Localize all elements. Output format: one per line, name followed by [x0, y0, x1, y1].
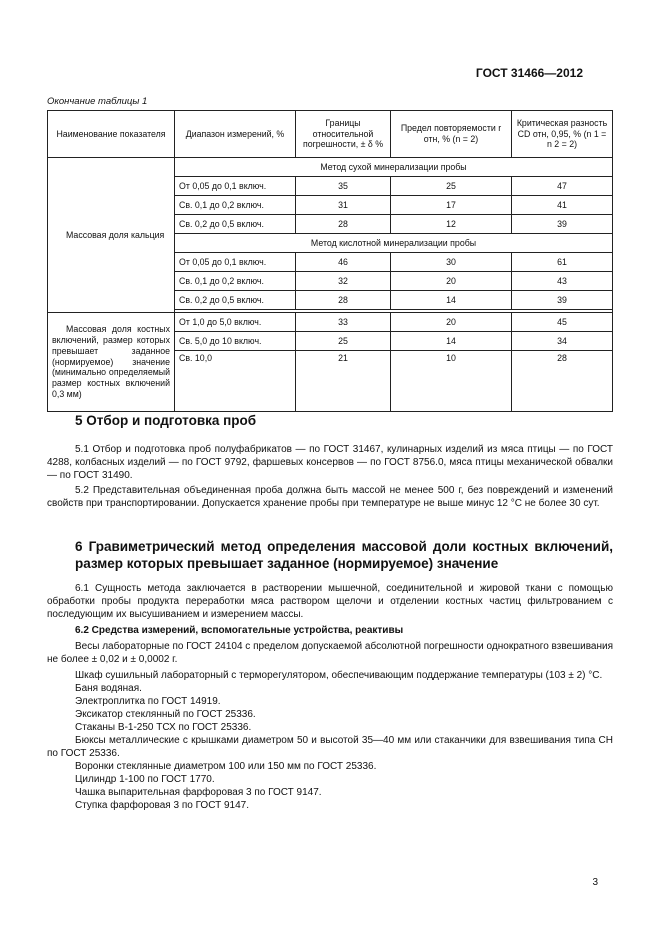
header-name: Наименование показателя: [48, 111, 175, 158]
cell-critical: 28: [512, 351, 613, 412]
cell-repeatability: 20: [391, 313, 512, 332]
cell-repeatability: 30: [391, 253, 512, 272]
cell-critical: 61: [512, 253, 613, 272]
equipment-item: Баня водяная.: [75, 683, 142, 694]
cell-repeatability: 12: [391, 215, 512, 234]
equipment-item: Весы лабораторные по ГОСТ 24104 с пределом допускаемой абсолютной погрешности однократного взвешивания не более ± 0,02 и ± 0,0002 г.: [47, 641, 613, 665]
header-accuracy: Границы относительной погрешности, ± δ %: [296, 111, 391, 158]
header-range: Диапазон измерений, %: [175, 111, 296, 158]
cell-repeatability: 17: [391, 196, 512, 215]
method-dry: Метод сухой минерализации пробы: [175, 158, 613, 177]
header-repeatability: Предел повторяемости r отн, % (n = 2): [391, 111, 512, 158]
cell-range: От 1,0 до 5,0 включ.: [175, 313, 296, 332]
cell-accuracy: 21: [296, 351, 391, 412]
indicators-table: [47, 110, 613, 412]
cell-accuracy: 31: [296, 196, 391, 215]
cell-range: Св. 0,1 до 0,2 включ.: [175, 196, 296, 215]
cell-critical: 41: [512, 196, 613, 215]
equipment-item: Стаканы В-1-250 ТСХ по ГОСТ 25336.: [75, 722, 252, 733]
section-6: [47, 538, 613, 812]
equipment-item: Эксикатор стеклянный по ГОСТ 25336.: [75, 709, 256, 720]
cell-range: От 0,05 до 0,1 включ.: [175, 177, 296, 196]
method-acid: Метод кислотной минерализации пробы: [175, 234, 613, 253]
cell-critical: 45: [512, 313, 613, 332]
cell-range: От 0,05 до 0,1 включ.: [175, 253, 296, 272]
section-5-title: 5 Отбор и подготовка проб: [75, 413, 257, 428]
cell-critical: 39: [512, 291, 613, 310]
cell-range: Св. 0,1 до 0,2 включ.: [175, 272, 296, 291]
cell-critical: 43: [512, 272, 613, 291]
cell-repeatability: 14: [391, 291, 512, 310]
table-row: [48, 158, 613, 177]
cell-range: Св. 0,2 до 0,5 включ.: [175, 291, 296, 310]
subsection-6-2-title: 6.2 Средства измерений, вспомогательные устройства, реактивы: [75, 625, 404, 636]
group-name-bone: Массовая доля костных включений, размер которых превышает заданное (нормируемое) значение (минимально определяемый размер костных включений 0,3 мм): [48, 313, 175, 412]
paragraph-5-1: 5.1 Отбор и подготовка проб полуфабрикатов — по ГОСТ 31467, кулинарных изделий из мяса птицы — по ГОСТ 4288, колбасных изделий — по ГОСТ 9792, фаршевых консервов — по ГОСТ 8756.0, мяса птицы механической обвалки — по ГОСТ 31490.: [47, 444, 613, 481]
cell-critical: 47: [512, 177, 613, 196]
equipment-item: Цилиндр 1-100 по ГОСТ 1770.: [75, 774, 215, 785]
paragraph-6-1: 6.1 Сущность метода заключается в растворении мышечной, соединительной и жировой ткани с помощью обработки пробы продукта переработки мяса раствором щелочи и отделении костных частиц фильтрованием с последующим их высушиванием и измерением массы.: [47, 583, 613, 620]
cell-repeatability: 25: [391, 177, 512, 196]
cell-range: Св. 5,0 до 10 включ.: [175, 332, 296, 351]
cell-critical: 39: [512, 215, 613, 234]
standard-header: ГОСТ 31466—2012: [475, 66, 583, 80]
equipment-item: Ступка фарфоровая 3 по ГОСТ 9147.: [75, 800, 250, 811]
cell-accuracy: 35: [296, 177, 391, 196]
cell-accuracy: 32: [296, 272, 391, 291]
section-6-title: 6 Гравиметрический метод определения массовой доли костных включений, размер которых превышает заданное (нормируемое) значение: [75, 539, 613, 571]
equipment-item: Чашка выпарительная фарфоровая 3 по ГОСТ 9147.: [75, 787, 322, 798]
cell-accuracy: 25: [296, 332, 391, 351]
cell-range: Св. 0,2 до 0,5 включ.: [175, 215, 296, 234]
equipment-item: Бюксы металлические с крышками диаметром 50 и высотой 35—40 мм или стаканчики для взвешивания типа СН по ГОСТ 25336.: [47, 735, 613, 759]
table-row: [48, 313, 613, 332]
equipment-item: Электроплитка по ГОСТ 14919.: [75, 696, 221, 707]
equipment-item: Шкаф сушильный лабораторный с терморегулятором, обеспечивающим поддержание температуры (103 ± 2) °С.: [75, 670, 603, 681]
paragraph-5-2: 5.2 Представительная объединенная проба должна быть массой не менее 500 г, без повреждений и изменений свойств при транспортировании. Допускается хранение пробы при температуре не выше минус 12 °С не более 30 сут.: [47, 485, 613, 509]
table-caption: Окончание таблицы 1: [47, 96, 148, 107]
equipment-item: Воронки стеклянные диаметром 100 или 150 мм по ГОСТ 25336.: [75, 761, 377, 772]
group-name-calcium: Массовая доля кальция: [48, 158, 175, 313]
cell-accuracy: 28: [296, 215, 391, 234]
cell-critical: 34: [512, 332, 613, 351]
table-header-row: [48, 111, 613, 158]
cell-repeatability: 14: [391, 332, 512, 351]
cell-repeatability: 20: [391, 272, 512, 291]
section-5: [47, 412, 613, 510]
cell-accuracy: 28: [296, 291, 391, 310]
cell-accuracy: 46: [296, 253, 391, 272]
cell-repeatability: 10: [391, 351, 512, 412]
page-number: 3: [592, 877, 598, 888]
cell-accuracy: 33: [296, 313, 391, 332]
cell-range: Св. 10,0: [175, 351, 296, 412]
header-critical: Критическая разность CD отн, 0,95, % (n 1 = n 2 = 2): [512, 111, 613, 158]
